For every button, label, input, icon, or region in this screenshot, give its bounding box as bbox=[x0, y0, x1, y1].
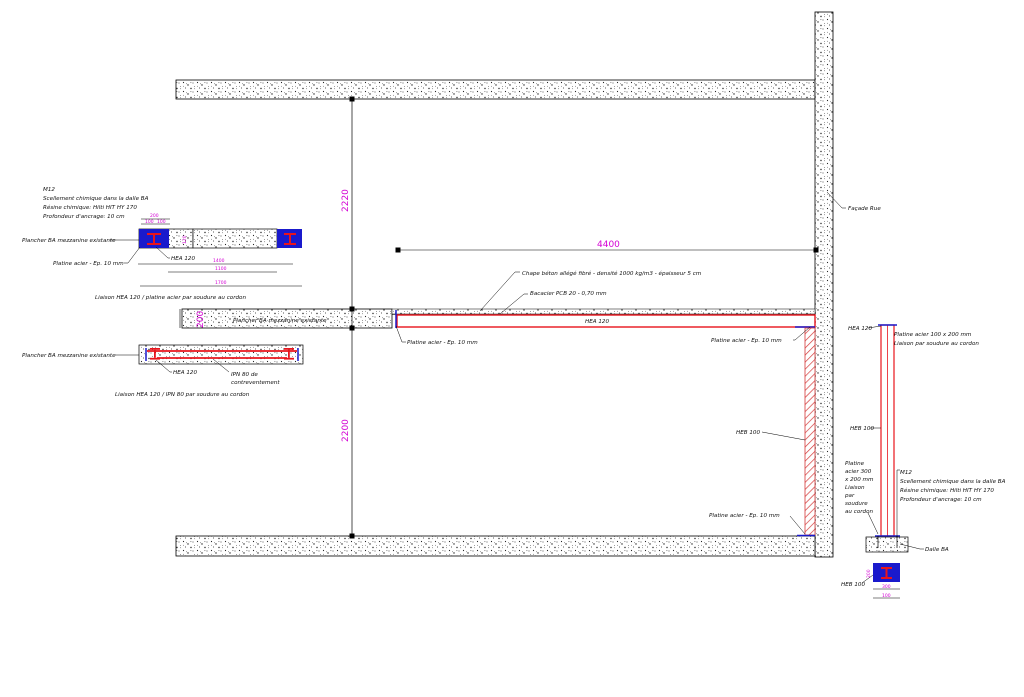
upper-slab bbox=[176, 80, 815, 99]
detail1-slab-right bbox=[193, 229, 277, 248]
detail2-ipn2: contreventement bbox=[231, 380, 280, 386]
detail3-m12: M12 bbox=[900, 470, 912, 476]
detail2-slab bbox=[139, 345, 303, 364]
detail3-liaison1: Liaison par soudure au cordon bbox=[894, 341, 979, 347]
heb-label: HEB 100 bbox=[736, 430, 761, 436]
detail3-resine: Résine chimique: Hilti HIT HY 170 bbox=[900, 488, 994, 494]
dim-tick bbox=[350, 326, 355, 331]
detail1-d3: 1700 bbox=[215, 281, 227, 286]
mezzanine-slab-label: Plancher BA mezzanine existante bbox=[233, 318, 327, 324]
detail3-hea: HEA 120 bbox=[848, 326, 873, 332]
detail3-platine2-line: Liaison bbox=[845, 485, 865, 491]
dim-lower: 2200 bbox=[341, 419, 351, 442]
dim-span: 4400 bbox=[597, 240, 620, 250]
detail3-heb-section: HEB 100 bbox=[841, 582, 866, 588]
leader-platine-bottom bbox=[790, 516, 805, 534]
dim-tick bbox=[396, 248, 401, 253]
detail1-d120: 120 bbox=[183, 235, 188, 244]
leader-platine-left bbox=[396, 326, 406, 342]
detail3-platine2-lines bbox=[844, 461, 874, 515]
concrete-topping bbox=[392, 309, 815, 314]
leader-heb bbox=[762, 432, 805, 440]
facade-wall bbox=[815, 12, 833, 557]
detail1-m12: M12 bbox=[43, 187, 55, 193]
dim-tick bbox=[350, 97, 355, 102]
detail3-platine2-line: x 200 mm bbox=[845, 477, 874, 483]
detail1-d2: 1100 bbox=[215, 267, 227, 272]
detail1-resine: Résine chimique: Hilti HIT HY 170 bbox=[43, 205, 137, 211]
detail3-platine2-line: par bbox=[845, 493, 855, 499]
hea-beam-label: HEA 120 bbox=[585, 319, 610, 325]
detail2-liaison: Liaison HEA 120 / IPN 80 par soudure au cordon bbox=[115, 392, 250, 398]
detail1-d100b: 100 bbox=[157, 220, 166, 225]
dim-tick bbox=[814, 248, 819, 253]
leader-chape bbox=[480, 272, 520, 311]
heb-column bbox=[805, 328, 815, 535]
detail1-d100a: 100 bbox=[145, 220, 154, 225]
detail1-platine: Platine acier - Ep. 10 mm bbox=[53, 261, 124, 267]
main-section bbox=[176, 12, 881, 557]
detail1-plancher: Plancher BA mezzanine existante bbox=[22, 238, 116, 244]
detail3-platine2-line: au cordon bbox=[845, 509, 874, 515]
detail1-liaison: Liaison HEA 120 / platine acier par soudure au cordon bbox=[95, 295, 247, 301]
detail3-d100: 100 bbox=[882, 594, 891, 599]
detail3-platine2-line: acier 300 bbox=[845, 469, 872, 475]
detail3-platine2-line: Platine bbox=[845, 461, 865, 467]
detail1-leader-platine bbox=[124, 247, 140, 263]
detail3-profondeur: Profondeur d'ancrage: 10 cm bbox=[900, 497, 982, 503]
detail3-d200: 200 bbox=[867, 569, 872, 578]
dim-upper: 2220 bbox=[341, 189, 351, 212]
facade-label: Façade Rue bbox=[848, 206, 881, 212]
lower-slab bbox=[176, 536, 815, 556]
detail3-platine2-line: soudure bbox=[845, 501, 868, 507]
detail-1 bbox=[22, 187, 302, 301]
detail1-d200: 200 bbox=[150, 214, 159, 219]
detail1-profondeur: Profondeur d'ancrage: 10 cm bbox=[43, 214, 125, 220]
detail3-dalle-label: Dalle BA bbox=[925, 547, 949, 553]
detail1-leader-hea bbox=[156, 247, 170, 258]
dim-slab: 200 bbox=[196, 310, 206, 328]
chape-label: Chape béton allégé fibré - densité 1000 kg/m3 - épaisseur 5 cm bbox=[522, 271, 702, 277]
platine-right-label: Platine acier - Ep. 10 mm bbox=[711, 338, 782, 344]
detail3-d300: 300 bbox=[882, 585, 891, 590]
dim-tick bbox=[350, 307, 355, 312]
detail2-plancher: Plancher BA mezzanine existante bbox=[22, 353, 116, 359]
detail3-platine1: Platine acier 100 x 200 mm bbox=[894, 332, 972, 338]
bacacier-label: Bacacier PCB 20 - 0,70 mm bbox=[530, 291, 607, 297]
detail-2 bbox=[22, 345, 303, 398]
detail1-d1: 1400 bbox=[213, 259, 225, 264]
dim-tick bbox=[350, 534, 355, 539]
detail1-hea: HEA 120 bbox=[171, 256, 196, 262]
detail3-heb: HEB 100 bbox=[850, 426, 875, 432]
detail1-scellement: Scellement chimique dans la dalle BA bbox=[43, 196, 149, 202]
detail3-scellement: Scellement chimique dans la dalle BA bbox=[900, 479, 1006, 485]
detail-3 bbox=[841, 325, 1006, 599]
platine-bottom-label: Platine acier - Ep. 10 mm bbox=[709, 513, 780, 519]
detail2-hea: HEA 120 bbox=[173, 370, 198, 376]
detail3-leader-platine2 bbox=[868, 513, 878, 534]
detail2-ipn1: IPN 80 de bbox=[231, 372, 258, 378]
platine-left-label: Platine acier - Ep. 10 mm bbox=[407, 340, 478, 346]
